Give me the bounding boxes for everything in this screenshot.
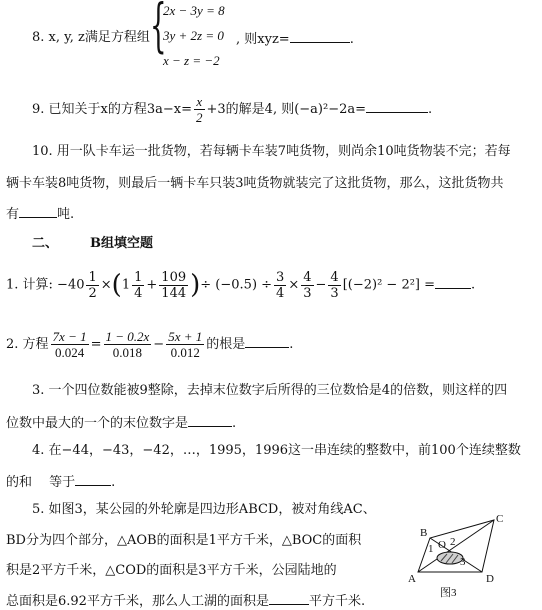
b5-line1: 5. 如图3，某公园的外轮廓是四边形ABCD，被对角线AC、 xyxy=(32,502,376,517)
b5-line2: BD分为四个部分，△AOB的面积是1平方千米，△BOC的面积 xyxy=(6,533,362,548)
q10-line3-suffix: 吨. xyxy=(57,207,75,222)
label-3: 3 xyxy=(460,556,466,568)
b4-line2 xyxy=(6,473,115,491)
b2-answer-blank[interactable] xyxy=(245,335,289,348)
b1-one: 1 xyxy=(121,277,131,293)
q10-line1: 10. 用一队卡车运一批货物，若每辆卡车装7吨货物，则尚余10吨货物装不完；若每 xyxy=(32,144,511,159)
b1-paren-close: ) xyxy=(190,270,201,300)
b1-frac-2-den: 4 xyxy=(134,285,143,301)
b5-line4-prefix: 总面积是6.92平方千米，那么人工湖的面积是 xyxy=(6,594,269,609)
q8-suffix-text: , 则xyz= xyxy=(236,32,290,47)
b1-end: . xyxy=(471,277,476,293)
q9-middle: +3的解是4, 则(−a)²−2a= xyxy=(206,102,367,117)
b2-suffix: 的根是 xyxy=(206,337,246,352)
label-1: 1 xyxy=(428,543,434,555)
b2-frac-2 xyxy=(104,329,152,360)
q9-frac-den: 2 xyxy=(196,110,203,125)
b1-prefix: 1. 计算: −40 xyxy=(6,277,85,293)
b5-line4-suffix: 平方千米. xyxy=(308,594,366,609)
q9-line xyxy=(32,94,432,125)
b1-frac-6-num: 4 xyxy=(330,269,339,285)
q8-answer-blank[interactable] xyxy=(290,30,350,43)
figure-3-diagram xyxy=(404,512,534,606)
q8-prefix: 8. x, y, z满足方程组 xyxy=(32,30,150,45)
q8-suffix xyxy=(236,30,354,48)
label-d: D xyxy=(486,573,494,585)
label-2: 2 xyxy=(450,536,456,548)
b1-frac-4-den: 4 xyxy=(276,285,285,301)
b3-answer-blank[interactable] xyxy=(188,414,232,427)
q10-line3 xyxy=(6,205,74,223)
q9-answer-blank[interactable] xyxy=(366,100,428,113)
q9-prefix: 9. 已知关于x的方程3a−x= xyxy=(32,102,193,117)
b1-times: × xyxy=(100,277,112,293)
b1-frac-3-num: 109 xyxy=(161,269,187,285)
q8-system-brace: { xyxy=(150,0,167,59)
b2-frac-2-num: 1 − 0.2x xyxy=(105,329,150,344)
b2-frac-1-den: 0.024 xyxy=(54,345,85,360)
b2-frac-3-num: 5x + 1 xyxy=(168,329,203,344)
q10-line2: 辆卡车装8吨货物，则最后一辆卡车只装3吨货物就装完了这批货物，那么，这批货物共 xyxy=(6,176,504,191)
b2-line xyxy=(6,322,293,368)
b1-frac-1 xyxy=(86,270,98,301)
b1-frac-5-den: 3 xyxy=(303,285,312,301)
b3-line1: 3. 一个四位数能被9整除，去掉末位数字后所得的三位数恰是4的倍数，则这样的四 xyxy=(32,383,508,398)
q10-answer-blank[interactable] xyxy=(19,205,57,218)
b2-frac-3-den: 0.012 xyxy=(170,345,200,360)
b3-line2-prefix: 位数中最大的一个的末位数字是 xyxy=(6,416,189,431)
q8-eq1: 2x − 3y = 8 xyxy=(163,3,225,18)
b1-minus: − xyxy=(315,277,327,293)
b1-frac-3 xyxy=(159,270,188,301)
q8-end: . xyxy=(349,32,354,47)
label-c: C xyxy=(496,513,504,525)
label-o: O xyxy=(438,539,446,551)
figure-3-caption: 图3 xyxy=(440,587,457,599)
b2-end: . xyxy=(289,337,294,352)
b2-frac-1-num: 7x − 1 xyxy=(52,329,87,344)
b1-plus: + xyxy=(146,277,158,293)
b4-line1: 4. 在−44，−43，−42，…，1995，1996这一串连续的整数中，前100个连续整数 xyxy=(32,443,521,458)
b4-line2-prefix: 的和 等于 xyxy=(6,475,76,490)
b1-frac-4 xyxy=(274,270,286,301)
b1-tail: [(−2)² − 2²] = xyxy=(342,277,436,293)
b1-line xyxy=(6,262,475,309)
b5-answer-blank[interactable] xyxy=(269,592,309,605)
b1-frac-1-den: 2 xyxy=(88,285,97,301)
b1-frac-1-num: 1 xyxy=(88,269,97,285)
b1-frac-2-num: 1 xyxy=(134,269,143,285)
b2-frac-2-den: 0.018 xyxy=(112,345,143,360)
section-b-number: 二、 xyxy=(32,236,59,251)
b1-paren-open: ( xyxy=(111,270,122,300)
b1-frac-6 xyxy=(328,270,340,301)
q9-frac-num: x xyxy=(194,94,205,110)
q9-end: . xyxy=(428,102,433,117)
label-b: B xyxy=(420,527,428,539)
b5-line4 xyxy=(6,592,365,610)
label-a: A xyxy=(408,573,416,585)
b2-eq: = xyxy=(90,337,102,352)
q8-eq3: x − z = −2 xyxy=(163,53,220,68)
b1-times2: × xyxy=(288,277,300,293)
b1-frac-2 xyxy=(132,270,144,301)
b2-prefix: 2. 方程 xyxy=(6,337,49,352)
b3-line2 xyxy=(6,414,236,432)
b3-end: . xyxy=(232,416,237,431)
b1-frac-3-den: 144 xyxy=(161,285,187,301)
b1-frac-5-num: 4 xyxy=(303,269,312,285)
b1-div: ÷ (−0.5) ÷ xyxy=(200,277,273,293)
q8-eq2: 3y + 2z = 0 xyxy=(163,28,224,43)
q9-fraction xyxy=(194,94,205,125)
b1-answer-blank[interactable] xyxy=(435,276,471,289)
b4-end: . xyxy=(111,475,116,490)
b2-frac-3 xyxy=(166,329,204,360)
b2-frac-1 xyxy=(51,329,89,360)
section-b-title: B组填空题 xyxy=(90,236,153,251)
b2-minus: − xyxy=(153,337,165,352)
q10-line3-prefix: 有 xyxy=(6,207,20,222)
b1-frac-6-den: 3 xyxy=(330,285,339,301)
b4-answer-blank[interactable] xyxy=(75,473,111,486)
b1-frac-4-num: 3 xyxy=(276,269,285,285)
b5-line3: 积是2平方千米，△COD的面积是3平方千米，公园陆地的 xyxy=(6,563,337,578)
b1-frac-5 xyxy=(301,270,313,301)
